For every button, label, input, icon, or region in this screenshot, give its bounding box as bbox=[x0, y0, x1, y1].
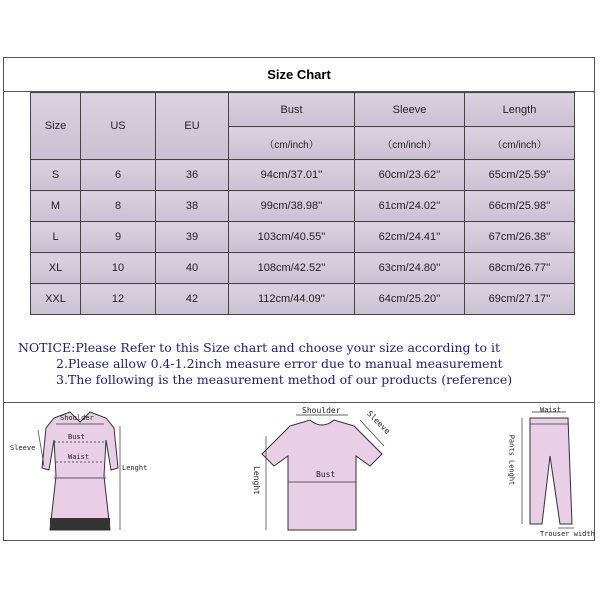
table-row bbox=[31, 222, 575, 253]
pants-length-label: Pants Lenght bbox=[507, 434, 516, 486]
tshirt-bust-label: Bust bbox=[316, 470, 336, 479]
cell-sleeve: 63cm/24.80'' bbox=[355, 253, 465, 284]
cell-eu: 40 bbox=[156, 253, 229, 284]
header-size: Size bbox=[31, 93, 81, 160]
cell-us: 12 bbox=[81, 284, 156, 315]
table-row bbox=[31, 284, 575, 315]
cell-length: 69cm/27.17'' bbox=[465, 284, 575, 315]
cell-size: XXL bbox=[31, 284, 81, 315]
cell-bust: 99cm/38.98'' bbox=[229, 191, 355, 222]
cell-length: 66cm/25.98'' bbox=[465, 191, 575, 222]
pants-illustration bbox=[502, 406, 592, 536]
pants-waist-label: Waist bbox=[540, 406, 562, 414]
notice-line-3: 3.The following is the measurement method of our products (reference) bbox=[56, 372, 513, 387]
cell-sleeve: 61cm/24.02'' bbox=[355, 191, 465, 222]
unit-bust: （cm/inch） bbox=[229, 127, 355, 160]
dress-diagram bbox=[8, 406, 158, 536]
notice-line-1: NOTICE:Please Refer to this Size chart and choose your size according to it bbox=[18, 340, 501, 355]
table-row bbox=[31, 253, 575, 284]
cell-eu: 42 bbox=[156, 284, 229, 315]
cell-length: 68cm/26.77'' bbox=[465, 253, 575, 284]
cell-bust: 112cm/44.09'' bbox=[229, 284, 355, 315]
header-us: US bbox=[81, 93, 156, 160]
cell-sleeve: 60cm/23.62'' bbox=[355, 160, 465, 191]
unit-length: （cm/inch） bbox=[465, 127, 575, 160]
dress-shoulder-label: Shoulder bbox=[60, 414, 94, 422]
cell-bust: 108cm/42.52'' bbox=[229, 253, 355, 284]
cell-us: 9 bbox=[81, 222, 156, 253]
cell-size: S bbox=[31, 160, 81, 191]
notice-block bbox=[4, 340, 594, 388]
table-row bbox=[31, 160, 575, 191]
cell-size: M bbox=[31, 191, 81, 222]
cell-bust: 103cm/40.55'' bbox=[229, 222, 355, 253]
tshirt-shoulder-label: Shoulder bbox=[302, 406, 341, 415]
cell-bust: 94cm/37.01'' bbox=[229, 160, 355, 191]
table-header-row bbox=[31, 93, 575, 127]
section-divider bbox=[4, 402, 594, 403]
size-table bbox=[30, 92, 575, 315]
cell-eu: 36 bbox=[156, 160, 229, 191]
pants-trouser-width-label: Trouser width bbox=[540, 530, 595, 538]
dress-sleeve-label: Sleeve bbox=[10, 444, 36, 452]
notice-line-2: 2.Please allow 0.4-1.2inch measure error due to manual measurement bbox=[56, 356, 503, 371]
header-eu: EU bbox=[156, 93, 229, 160]
cell-eu: 39 bbox=[156, 222, 229, 253]
dress-length-label: Lenght bbox=[122, 464, 148, 472]
header-bust: Bust bbox=[229, 93, 355, 127]
cell-size: L bbox=[31, 222, 81, 253]
tshirt-diagram bbox=[236, 406, 406, 536]
tshirt-length-label: Lenght bbox=[251, 466, 261, 495]
dress-waist-label: Waist bbox=[68, 453, 90, 461]
dress-bust-label: Bust bbox=[68, 433, 85, 441]
unit-sleeve: （cm/inch） bbox=[355, 127, 465, 160]
tshirt-sleeve-label: Sleeve bbox=[365, 409, 392, 436]
cell-us: 6 bbox=[81, 160, 156, 191]
size-chart-frame bbox=[3, 57, 595, 541]
size-chart-title: Size Chart bbox=[4, 58, 594, 92]
pants-diagram bbox=[502, 406, 595, 538]
table-row bbox=[31, 191, 575, 222]
cell-length: 67cm/26.38'' bbox=[465, 222, 575, 253]
cell-us: 10 bbox=[81, 253, 156, 284]
cell-eu: 38 bbox=[156, 191, 229, 222]
cell-us: 8 bbox=[81, 191, 156, 222]
cell-sleeve: 62cm/24.41'' bbox=[355, 222, 465, 253]
cell-sleeve: 64cm/25.20'' bbox=[355, 284, 465, 315]
header-length: Length bbox=[465, 93, 575, 127]
cell-size: XL bbox=[31, 253, 81, 284]
header-sleeve: Sleeve bbox=[355, 93, 465, 127]
cell-length: 65cm/25.59'' bbox=[465, 160, 575, 191]
